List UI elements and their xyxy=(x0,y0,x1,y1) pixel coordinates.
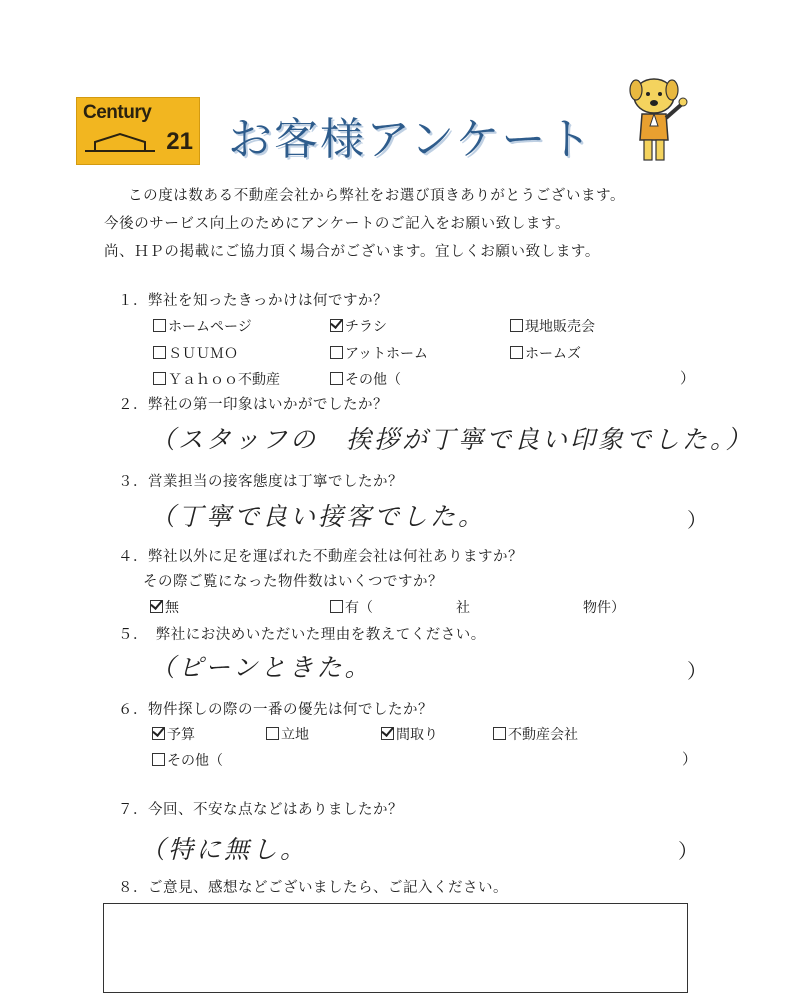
q6-option-agency[interactable]: 不動産会社 xyxy=(493,724,578,744)
checkbox-checked[interactable] xyxy=(381,727,394,740)
page-title: お客様アンケート xyxy=(228,114,594,165)
q6-option-location[interactable]: 立地 xyxy=(266,724,309,744)
century21-logo xyxy=(76,97,200,165)
q4-option-none[interactable]: 無 xyxy=(150,597,179,617)
q5-close-paren: ） xyxy=(687,659,707,683)
question-5: ５． 弊社にお決めいただいた理由を教えてください。 xyxy=(118,627,486,643)
q1-option-open-house[interactable]: 現地販売会 xyxy=(510,316,595,336)
house-logo-icon xyxy=(85,132,155,154)
checkbox[interactable] xyxy=(510,319,523,332)
q7-close-paren: ） xyxy=(678,839,698,863)
intro-line-2: 今後のサービス向上のためにアンケートのご記入をお願い致します。 xyxy=(104,216,571,232)
checkbox-checked[interactable] xyxy=(150,600,163,613)
q1-option-other[interactable]: その他（ xyxy=(330,369,401,389)
question-2: ２．弊社の第一印象はいかがでしたか？ xyxy=(118,397,388,413)
checkbox[interactable] xyxy=(152,753,165,766)
question-4-sub: その際ご覧になった物件数はいくつですか？ xyxy=(143,574,443,590)
q5-handwritten-answer: （ピーンときた。 xyxy=(150,653,373,682)
q6-close-paren: ） xyxy=(682,750,698,768)
q1-option-suumo[interactable]: ＳＵＵＭＯ xyxy=(153,343,238,363)
dog-mascot-icon xyxy=(622,74,692,166)
q2-handwritten-answer: （スタッフの 挨拶が丁寧で良い印象でした。） xyxy=(150,425,754,454)
checkbox[interactable] xyxy=(330,372,343,385)
q6-option-other[interactable]: その他（ xyxy=(152,750,223,770)
q3-handwritten-answer: （丁寧で良い接客でした。 xyxy=(150,502,487,531)
q1-close-paren: ） xyxy=(680,369,696,387)
logo-text: Century xyxy=(83,102,152,123)
q4-option-yes[interactable]: 有（ xyxy=(330,597,373,617)
q6-option-layout[interactable]: 間取り xyxy=(381,724,438,744)
logo-number: 21 xyxy=(166,128,193,155)
q4-unit-property: 物件） xyxy=(583,600,625,616)
checkbox[interactable] xyxy=(330,346,343,359)
question-8: ８．ご意見、感想などございましたら、ご記入ください。 xyxy=(118,880,508,896)
checkbox-checked[interactable] xyxy=(152,727,165,740)
question-1: １．弊社を知ったきっかけは何ですか？ xyxy=(118,293,388,309)
question-3: ３．営業担当の接客態度は丁寧でしたか？ xyxy=(118,474,403,490)
checkbox[interactable] xyxy=(266,727,279,740)
question-7: ７．今回、不安な点などはありましたか？ xyxy=(118,802,403,818)
checkbox[interactable] xyxy=(510,346,523,359)
question-6: ６．物件探しの際の一番の優先は何でしたか？ xyxy=(118,702,433,718)
checkbox[interactable] xyxy=(153,372,166,385)
q4-unit-company: 社 xyxy=(456,600,470,616)
checkbox[interactable] xyxy=(153,319,166,332)
intro-line-1: この度は数ある不動産会社から弊社をお選び頂きありがとうございます。 xyxy=(128,188,626,204)
intro-line-3: 尚、ＨＰの掲載にご協力頂く場合がございます。宜しくお願い致します。 xyxy=(104,244,600,260)
q6-option-budget[interactable]: 予算 xyxy=(152,724,195,744)
q7-handwritten-answer: （特に無し。 xyxy=(140,835,309,864)
q1-option-homes[interactable]: ホームズ xyxy=(510,343,581,363)
comment-box[interactable] xyxy=(103,903,688,993)
q1-option-athome[interactable]: アットホーム xyxy=(330,343,428,363)
checkbox[interactable] xyxy=(493,727,506,740)
question-4: ４．弊社以外に足を運ばれた不動産会社は何社ありますか？ xyxy=(118,549,523,565)
q1-option-flyer[interactable]: チラシ xyxy=(330,316,387,336)
checkbox-checked[interactable] xyxy=(330,319,343,332)
checkbox[interactable] xyxy=(153,346,166,359)
q3-close-paren: ） xyxy=(687,508,707,532)
q1-option-homepage[interactable]: ホームページ xyxy=(153,316,252,336)
q1-option-yahoo[interactable]: Ｙａｈｏｏ不動産 xyxy=(153,369,280,389)
checkbox[interactable] xyxy=(330,600,343,613)
